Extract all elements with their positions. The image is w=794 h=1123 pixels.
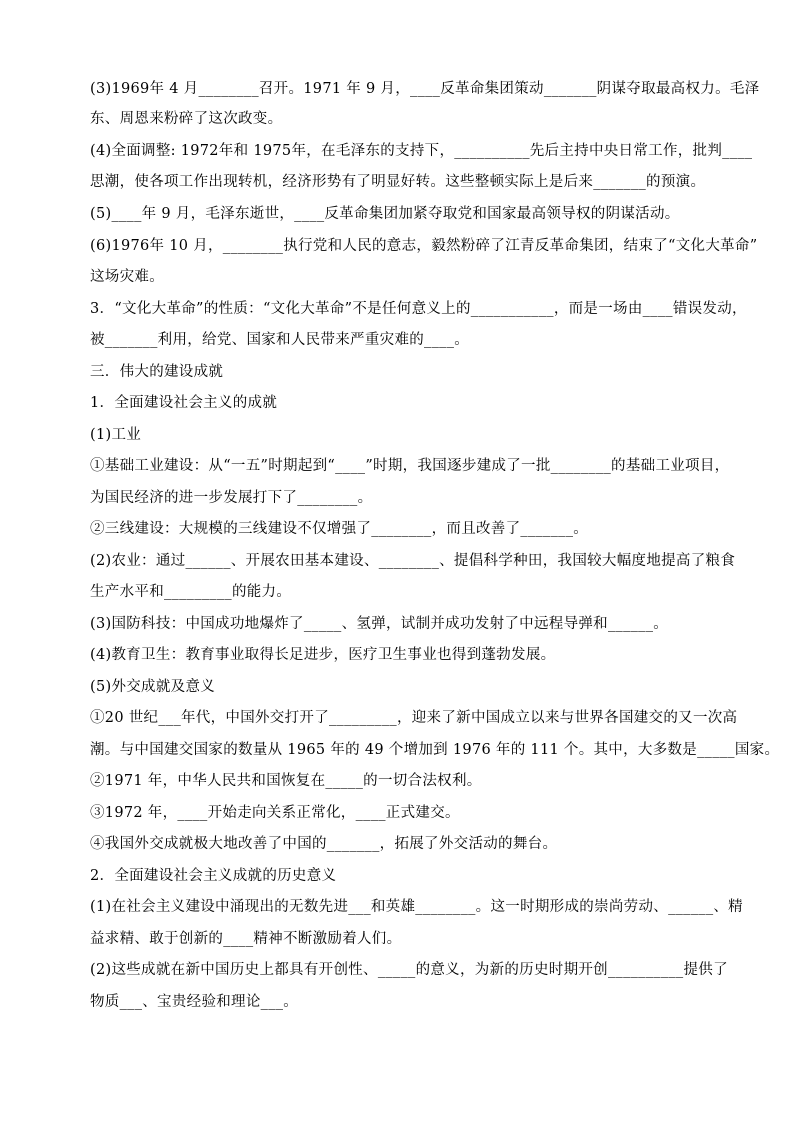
text-line-3: (4)全面调整: 1972年和 1975年，在毛泽东的支持下，__________先后主持中央日常工作，批判____ bbox=[90, 143, 753, 159]
text-line-20: (5)外交成就及意义 bbox=[90, 679, 216, 695]
text-line-22: 潮。与中国建交国家的数量从 1965 年的 49 个增加到 1976 年的 111 个。其中，大多数是_____国家。 bbox=[90, 742, 780, 758]
text-line-24: ③1972 年，____开始走向关系正常化，____正式建交。 bbox=[90, 805, 460, 821]
text-line-25: ④我国外交成就极大地改善了中国的_______，拓展了外交活动的舞台。 bbox=[90, 836, 558, 852]
text-line-2: 东、周恩来粉碎了这次政变。 bbox=[90, 111, 283, 127]
text-line-4: 思潮，使各项工作出现转机，经济形势有了明显好转。这些整顿实际上是后来_______的预演。 bbox=[90, 174, 706, 190]
text-line-16: (2)农业：通过______、开展农田基本建设、________、提倡科学种田，我国较大幅度地提高了粮食 bbox=[90, 553, 736, 569]
text-line-14: 为国民经济的进一步发展打下了________。 bbox=[90, 490, 373, 506]
text-line-6: (6)1976年 10 月，________执行党和人民的意志，毅然粉碎了江青反革命集团，结束了“文化大革命” bbox=[90, 238, 758, 254]
text-line-7: 这场灾难。 bbox=[90, 269, 164, 285]
text-line-30: 物质___、宝贵经验和理论___。 bbox=[90, 994, 299, 1010]
text-line-15: ②三线建设：大规模的三线建设不仅增强了________，而且改善了_______。 bbox=[90, 521, 589, 537]
text-line-28: 益求精、敢于创新的____精神不断激励着人们。 bbox=[90, 931, 402, 947]
text-line-27: (1)在社会主义建设中涌现出的无数先进___和英雄________。这一时期形成的崇尚劳动、______、精 bbox=[90, 899, 743, 915]
text-line-19: (4)教育卫生：教育事业取得长足进步，医疗卫生事业也得到蓬勃发展。 bbox=[90, 647, 556, 663]
text-line-17: 生产水平和_________的能力。 bbox=[90, 584, 292, 600]
text-line-23: ②1971 年，中华人民共和国恢复在_____的一切合法权利。 bbox=[90, 773, 482, 789]
text-line-18: (3)国防科技：中国成功地爆炸了_____、氢弹，试制并成功发射了中远程导弹和______。 bbox=[90, 616, 669, 632]
text-line-1: (3)1969年 4 月________召开。1971 年 9 月，____反革命集团策动_______阴谋夺取最高权力。毛泽 bbox=[90, 81, 760, 97]
text-line-29: (2)这些成就在新中国历史上都具有开创性、_____的意义，为新的历史时期开创__________提供了 bbox=[90, 962, 728, 978]
text-line-5: (5)____年 9 月，毛泽东逝世，____反革命集团加紧夺取党和国家最高领导权的阴谋活动。 bbox=[90, 206, 680, 222]
text-line-8: 3．“文化大革命”的性质：“文化大革命”不是任何意义上的___________，而是一场由____错误发动， bbox=[90, 301, 747, 317]
subsection-heading-2: 2．全面建设社会主义成就的历史意义 bbox=[90, 868, 337, 884]
text-line-12: (1)工业 bbox=[90, 427, 142, 443]
text-line-13: ①基础工业建设：从“一五”时期起到“____”时期，我国逐步建成了一批________的基础工业项目， bbox=[90, 458, 730, 474]
text-line-21: ①20 世纪___年代，中国外交打开了_________，迎来了新中国成立以来与世界各国建交的又一次高 bbox=[90, 710, 738, 726]
section-heading-3: 三．伟大的建设成就 bbox=[90, 364, 224, 380]
text-line-9: 被_______利用，给党、国家和人民带来严重灾难的____。 bbox=[90, 332, 470, 348]
subsection-heading-1: 1．全面建设社会主义的成就 bbox=[90, 395, 278, 411]
